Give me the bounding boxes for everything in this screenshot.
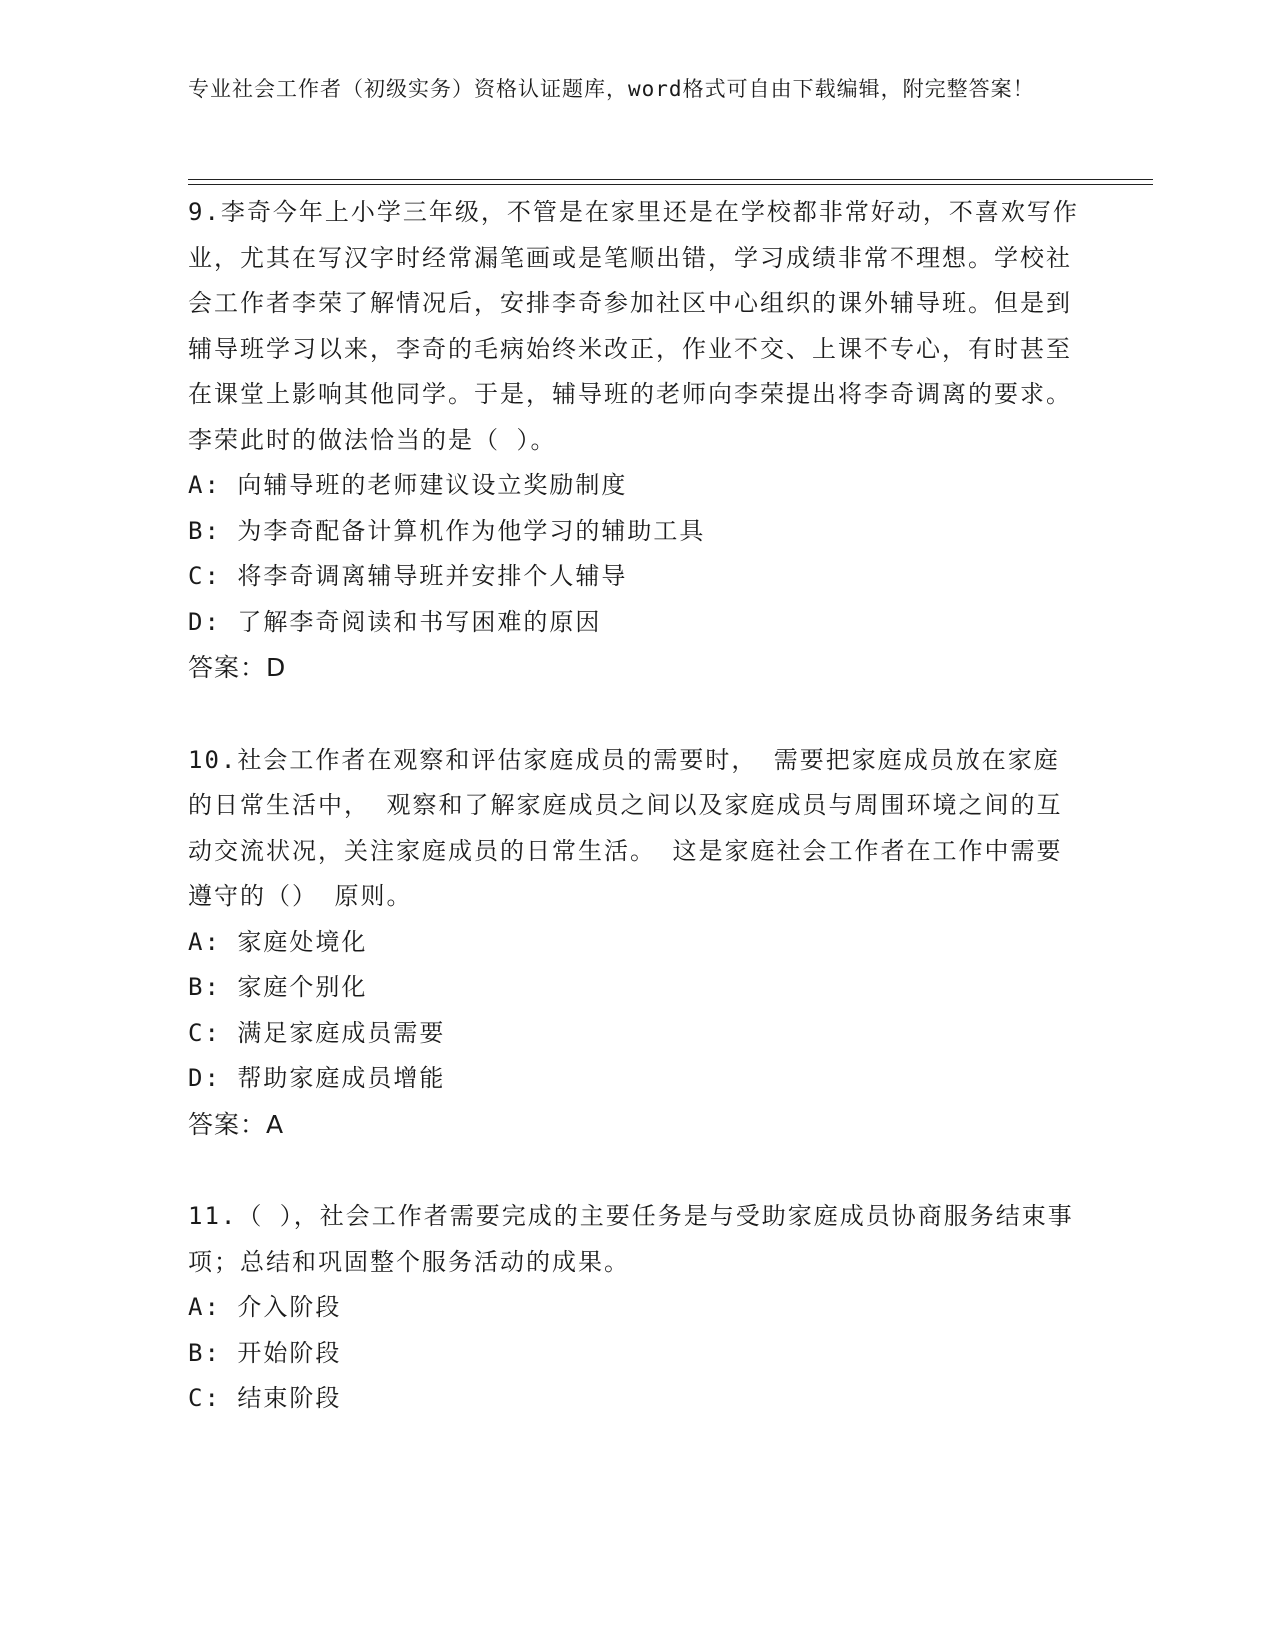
option-b: B: 家庭个别化 [188, 973, 368, 1001]
question-list [188, 190, 1083, 1469]
option-b: B: 开始阶段 [188, 1338, 342, 1367]
option-a: A: 介入阶段 [188, 1293, 342, 1321]
question-11 [188, 1194, 1083, 1422]
answer-label: 答案：D [188, 653, 287, 682]
option-d: D: 帮助家庭成员增能 [188, 1064, 446, 1092]
answer-label: 答案：A [188, 1109, 285, 1139]
option-a: A: 向辅导班的老师建议设立奖励制度 [188, 471, 628, 499]
question-9 [188, 190, 1083, 691]
option-c: C: 结束阶段 [188, 1384, 342, 1412]
option-d: D: 了解李奇阅读和书写困难的原因 [188, 607, 602, 636]
question-stem: 9.李奇今年上小学三年级，不管是在家里还是在学校都非常好动，不喜欢写作业，尤其在写汉字时经常漏笔画或是笔顺出错，学习成绩非常不理想。学校社会工作者李荣了解情况后，安排李奇参加社区中心组织的课外辅导班。但是到辅导班学习以来，李奇的毛病始终米改正，作业不交、上课不专心，有时甚至在课堂上影响其他同学。于是，辅导班的老师向李荣提出将李奇调离的要求。李荣此时的做法恰当的是（ ）。 [188, 198, 1079, 454]
question-stem: 10.社会工作者在观察和评估家庭成员的需要时， 需要把家庭成员放在家庭的日常生活中， 观察和了解家庭成员之间以及家庭成员与周围环境之间的互动交流状况，关注家庭成员的日常生活。 这是家庭社会工作者在工作中需要遵守的（） 原则。 [188, 745, 1063, 910]
header-rule-top [188, 179, 1153, 180]
header-rule-bottom [188, 184, 1153, 185]
question-10 [188, 738, 1083, 1148]
option-b: B: 为李奇配备计算机作为他学习的辅助工具 [188, 516, 706, 545]
question-stem: 11.（ ），社会工作者需要完成的主要任务是与受助家庭成员协商服务结束事项；总结和巩固整个服务活动的成果。 [188, 1202, 1074, 1276]
option-a: A: 家庭处境化 [188, 927, 368, 956]
page-header: 专业社会工作者（初级实务）资格认证题库，word格式可自由下载编辑，附完整答案！ [188, 77, 1035, 101]
option-c: C: 满足家庭成员需要 [188, 1018, 446, 1047]
option-c: C: 将李奇调离辅导班并安排个人辅导 [188, 562, 628, 590]
